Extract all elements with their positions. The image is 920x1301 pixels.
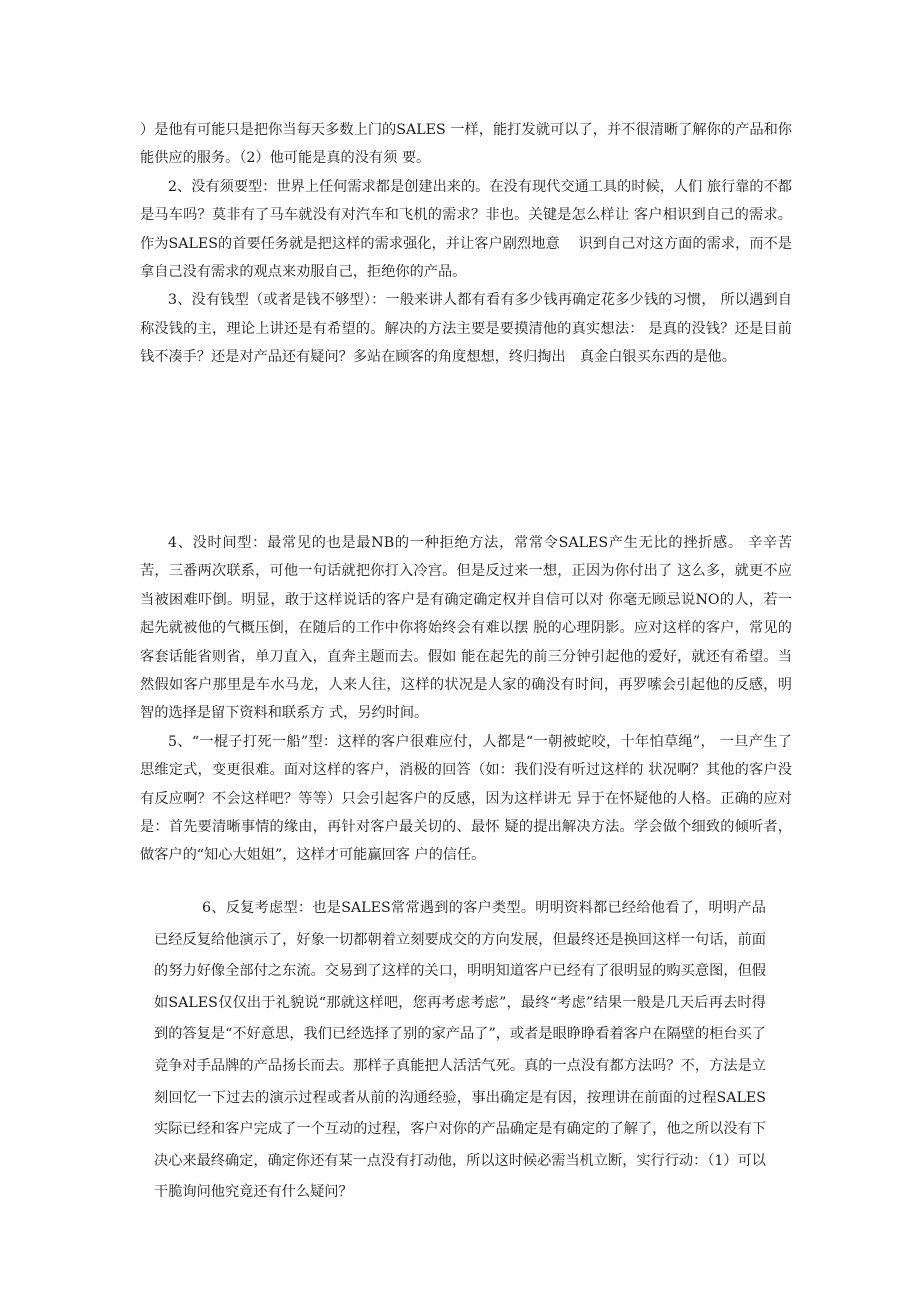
text-block-bottom xyxy=(154,893,766,1209)
paragraph-type-3-no-money: 3、没有钱型（或者是钱不够型）：一般来讲人都有看有多少钱再确定花多少钱的习惯， 所以遇到自称没钱的主，理论上讲还是有希望的。解决的方法主要是要摸清他的真实想法： 是真的没钱？还是目前钱不凑手？还是对产品还有疑问？多站在顾客的角度想想，终归掏出 真金白银买东西的是他。 xyxy=(140,292,792,366)
text-block-middle xyxy=(140,529,792,870)
paragraph-intro-continued: ）是他有可能只是把你当每天多数上门的SALES 一样，能打发就可以了，并不很清晰了解你的产品和你能供应的服务。（2）他可能是真的没有须 要。 xyxy=(140,122,792,167)
paragraph-type-6-reconsider: 6、反复考虑型：也是SALES常常遇到的客户类型。明明资料都已经给他看了，明明产品已经反复给他演示了，好象一切都朝着立刻要成交的方向发展，但最终还是换回这样一句话，前面的努力好像全部付之东流。交易到了这样的关口，明明知道客户已经有了很明显的购买意图，但假如SALES仅仅出于礼貌说“那就这样吧，您再考虑考虑”，最终“考虑”结果一般是几天后再去时得到的答复是“不好意思，我们已经选择了别的家产品了”，或者是眼睁睁看着客户在隔壁的柜台买了竞争对手品牌的产品扬长而去。那样子真能把人活活气死。真的一点没有都方法吗？不，方法是立刻回忆一下过去的演示过程或者从前的沟通经验，事出确定是有因，按理讲在前面的过程SALES实际已经和客户完成了一个互动的过程，客户对你的产品确定是有确定的了解了，他之所以没有下决心来最终确定，确定你还有某一点没有打动他，所以这时候必需当机立断，实行行动：（1）可以干脆询问他究竟还有什么疑问？ xyxy=(154,900,766,1201)
paragraph-type-5-one-stick: 5、“一棍子打死一船”型：这样的客户很难应付，人都是“一朝被蛇咬，十年怕草绳”， 一旦产生了思维定式，变更很难。面对这样的客户，消极的回答（如：我们没有听过这样的 状况啊？其他的客户没有反应啊？不会这样吧？等等）只会引起客户的反感，因为这样讲无 异于在怀疑他的人格。正确的应对是：首先要清晰事情的缘由，再针对客户最关切的、最怀 疑的提出解决方法。学会做个细致的倾听者，做客户的“知心大姐姐”，这样才可能赢回客 户的信任。 xyxy=(140,733,792,864)
paragraph-type-2-no-need: 2、没有须要型：世界上任何需求都是创建出来的。在没有现代交通工具的时候，人们 旅行靠的不都是马车吗？莫非有了马车就没有对汽车和飞机的需求？非也。关键是怎么样让 客户相识到自己的需求。作为SALES的首要任务就是把这样的需求强化，并让客户剧烈地意 识到自己对这方面的需求，而不是拿自己没有需求的观点来劝服自己，拒绝你的产品。 xyxy=(140,178,792,281)
paragraph-type-4-no-time: 4、没时间型：最常见的也是最NB的一种拒绝方法，常常令SALES产生无比的挫折感。 辛辛苦苦，三番两次联系，可他一句话就把你打入冷宫。但是反过来一想，正因为你付出了 这么多，就更不应当被困难吓倒。明显，敢于这样说话的客户是有确定确定权并自信可以对 你毫无顾忌说NO的人，若一起先就被他的气概压倒，在随后的工作中你将始终会有难以摆 脱的心理阴影。应对这样的客户，常见的客套话能省则省，单刀直入，直奔主题而去。假如 能在起先的前三分钟引起他的爱好，就还有希望。当然假如客户那里是车水马龙，人来人往，这样的状况是人家的确没有时间，再罗嗦会引起他的反感，明智的选择是留下资料和联系方 式，另约时间。 xyxy=(140,535,792,722)
text-block-top xyxy=(140,116,792,372)
